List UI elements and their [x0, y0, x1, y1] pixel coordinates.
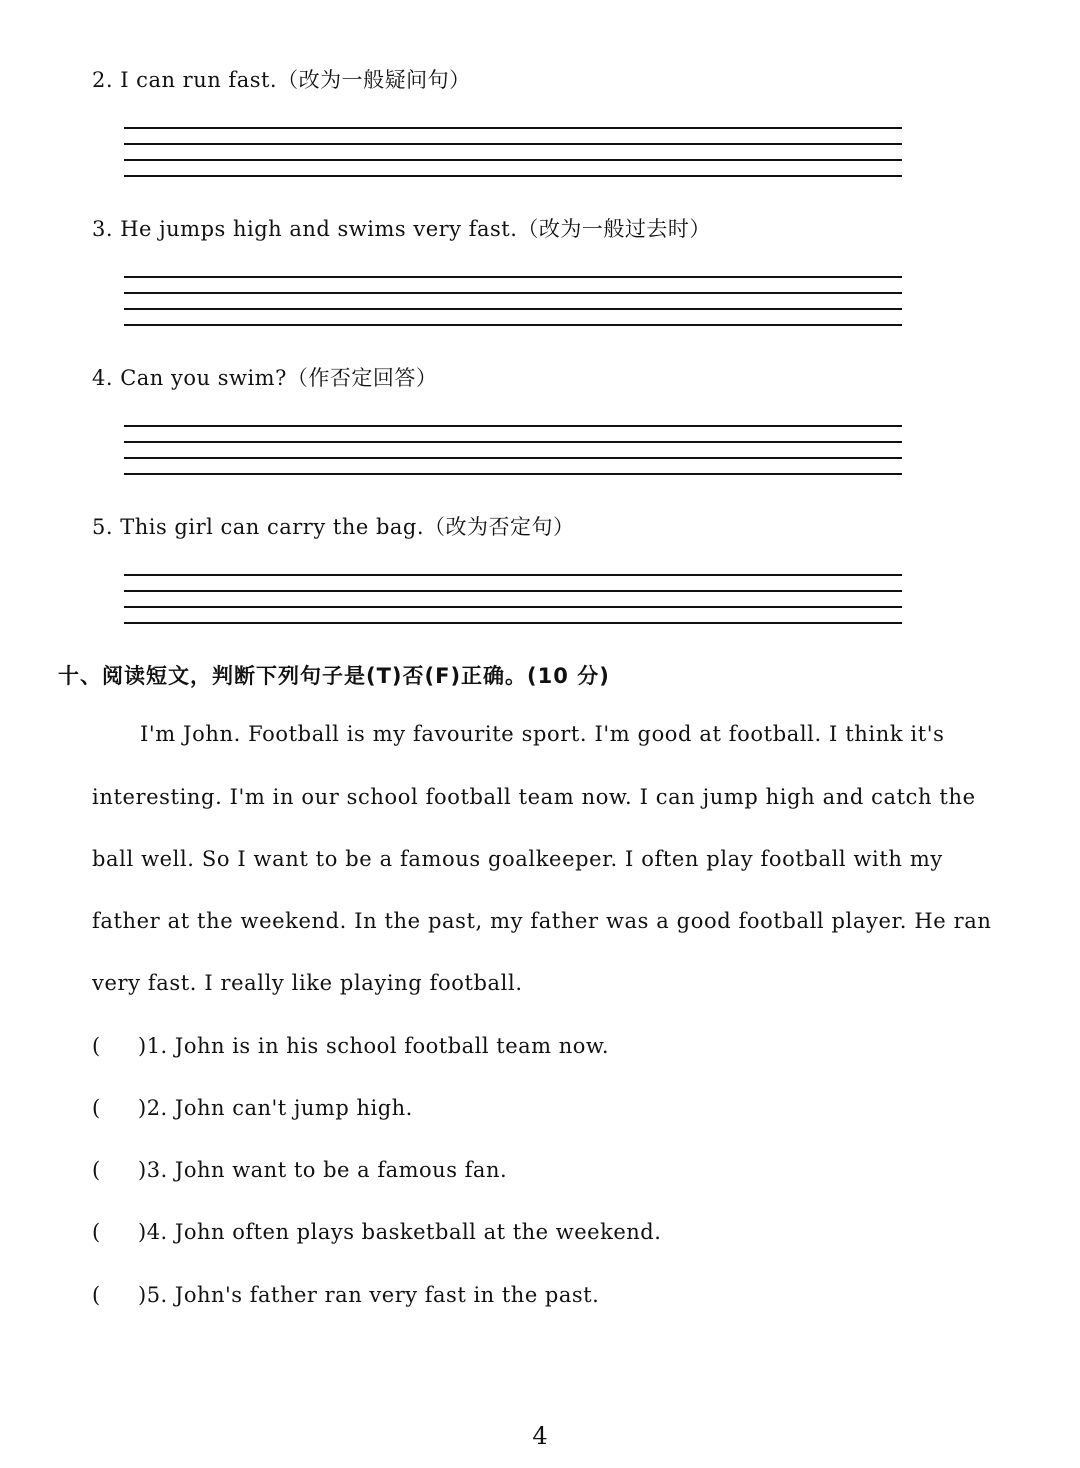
answer-lines-4[interactable]	[124, 425, 902, 477]
answer-line	[124, 622, 902, 624]
answer-line	[124, 425, 902, 427]
passage-line-5: very fast. I really like playing football.	[92, 971, 523, 995]
answer-line	[124, 590, 902, 592]
answer-line	[124, 292, 902, 294]
answer-line	[124, 606, 902, 608]
answer-paren: (	[92, 1034, 101, 1058]
question-3: 3. He jumps high and swims very fast.（改为一般过去时）	[92, 217, 711, 241]
answer-lines-3[interactable]	[124, 276, 902, 328]
tf-statement: )4. John often plays basketball at the weekend.	[138, 1220, 662, 1244]
passage-line-1: I'm John. Football is my favourite sport. I'm good at football. I think it's	[140, 722, 945, 746]
tf-statement: )1. John is in his school football team now.	[138, 1034, 610, 1058]
answer-paren: (	[92, 1283, 101, 1307]
answer-line	[124, 308, 902, 310]
passage-line-2: interesting. I'm in our school football team now. I can jump high and catch the	[92, 785, 976, 809]
answer-lines-2[interactable]	[124, 127, 902, 179]
tf-statement: )2. John can't jump high.	[138, 1096, 413, 1120]
answer-line	[124, 457, 902, 459]
answer-line	[124, 276, 902, 278]
question-4: 4. Can you swim?（作否定回答）	[92, 366, 438, 390]
answer-paren: (	[92, 1096, 101, 1120]
answer-line	[124, 127, 902, 129]
answer-paren: (	[92, 1220, 101, 1244]
passage-line-3: ball well. So I want to be a famous goalkeeper. I often play football with my	[92, 847, 943, 871]
answer-line	[124, 143, 902, 145]
answer-line	[124, 473, 902, 475]
answer-lines-5[interactable]	[124, 574, 902, 626]
answer-line	[124, 441, 902, 443]
answer-line	[124, 324, 902, 326]
tf-item-1[interactable]	[92, 1034, 609, 1058]
passage-line-4: father at the weekend. In the past, my father was a good football player. He ran	[92, 909, 992, 933]
tf-statement: )3. John want to be a famous fan.	[138, 1158, 508, 1182]
page-number: 4	[532, 1422, 548, 1450]
tf-item-4[interactable]	[92, 1220, 661, 1244]
tf-statement: )5. John's father ran very fast in the past.	[138, 1283, 600, 1307]
question-5: 5. This girl can carry the bag.（改为否定句）	[92, 515, 575, 539]
answer-line	[124, 175, 902, 177]
tf-item-2[interactable]	[92, 1096, 413, 1120]
tf-item-5[interactable]	[92, 1283, 599, 1307]
section-title: 十、阅读短文，判断下列句子是(T)否(F)正确。(10 分)	[58, 664, 610, 688]
tf-item-3[interactable]	[92, 1158, 507, 1182]
answer-line	[124, 159, 902, 161]
answer-paren: (	[92, 1158, 101, 1182]
question-2: 2. I can run fast.（改为一般疑问句）	[92, 68, 471, 92]
answer-line	[124, 574, 902, 576]
